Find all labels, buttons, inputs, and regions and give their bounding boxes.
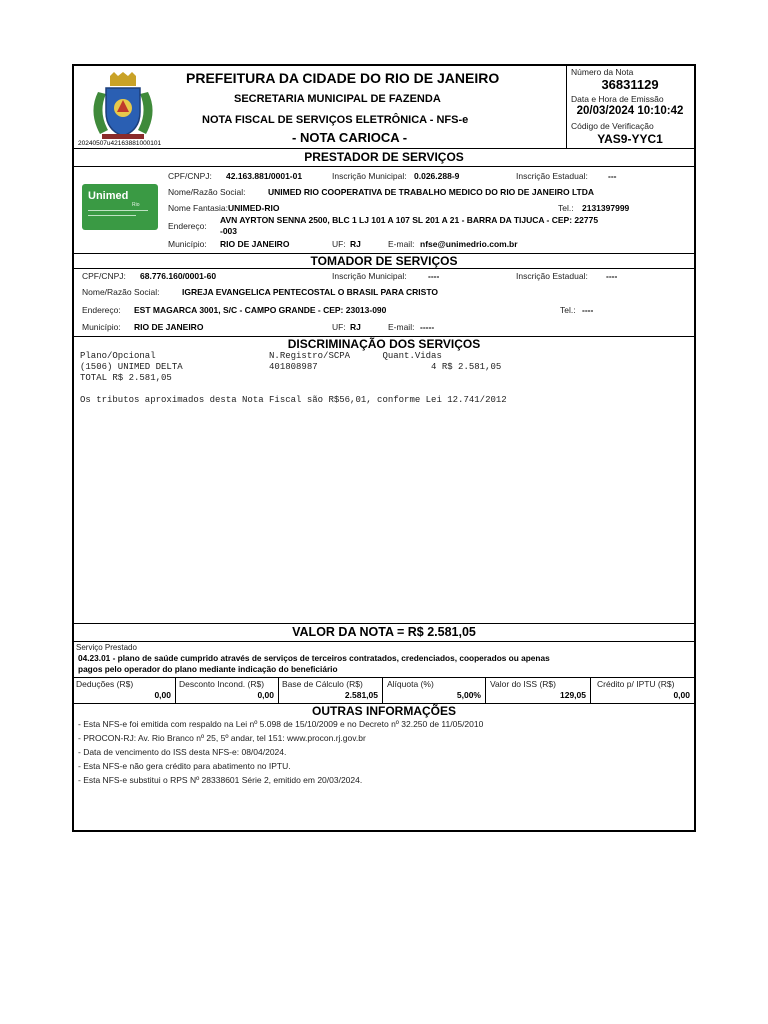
prestador-email-label: E-mail: — [388, 239, 415, 249]
prestador-nome-label: Nome/Razão Social: — [168, 187, 246, 197]
outras-item: - Esta NFS-e não gera crédito para abatimento no IPTU. — [78, 761, 291, 771]
prestador-uf-value: RJ — [350, 239, 361, 249]
codigo-verificacao-value: YAS9-YYC1 — [597, 132, 663, 146]
prestador-fantasia-value: UNIMED-RIO — [228, 203, 280, 213]
discriminacao-line: Plano/Opcional N.Registro/SCPA Quant.Vidas — [80, 351, 442, 361]
tomador-email-label: E-mail: — [388, 322, 415, 332]
numero-nota-label: Número da Nota — [571, 67, 634, 77]
data-emissao-label: Data e Hora de Emissão — [571, 94, 664, 104]
prestador-municipio-value: RIO DE JANEIRO — [220, 239, 290, 249]
servico-line1: 04.23.01 - plano de saúde cumprido através de serviços de terceiros contratados, credenciados, cooperados ou apenas — [78, 653, 550, 663]
header-nfse-title: NOTA FISCAL DE SERVIÇOS ELETRÔNICA - NFS-e — [202, 114, 469, 126]
codigo-verificacao-label: Código de Verificação — [571, 121, 654, 131]
tomador-ie-value: ---- — [606, 271, 618, 281]
valor-cell-base: Base de Cálculo (R$) 2.581,05 — [279, 677, 383, 703]
prestador-municipio-label: Município: — [168, 239, 207, 249]
tomador-tel-value: ---- — [582, 305, 594, 315]
prestador-fantasia-label: Nome Fantasia: — [168, 203, 228, 213]
prestador-cpf-label: CPF/CNPJ: — [168, 171, 212, 181]
prestador-endereco-line2: -003 — [220, 226, 238, 236]
tomador-municipio-value: RIO DE JANEIRO — [134, 322, 204, 332]
tomador-title: TOMADOR DE SERVIÇOS — [310, 254, 458, 268]
prestador-im-label: Inscrição Municipal: — [332, 171, 407, 181]
barcode-text: 20240507u42163881000101 — [78, 140, 162, 147]
tomador-nome-value: IGREJA EVANGELICA PENTECOSTAL O BRASIL PARA CRISTO — [182, 287, 438, 297]
header-secretaria: SECRETARIA MUNICIPAL DE FAZENDA — [234, 93, 441, 105]
valores-row — [74, 677, 694, 703]
tomador-cpf-label: CPF/CNPJ: — [82, 271, 126, 281]
tomador-nome-label: Nome/Razão Social: — [82, 287, 160, 297]
valor-nota: VALOR DA NOTA = R$ 2.581,05 — [292, 625, 476, 639]
prestador-endereco-label: Endereço: — [168, 221, 207, 231]
city-coat-of-arms — [84, 72, 162, 142]
prestador-tel-label: Tel.: — [558, 203, 574, 213]
servico-line2: pagos pelo operador do plano mediante indicação do beneficiário — [78, 664, 338, 674]
header-nota-carioca: - NOTA CARIOCA - — [292, 130, 408, 145]
header-title: PREFEITURA DA CIDADE DO RIO DE JANEIRO — [186, 70, 500, 86]
outras-item: - PROCON-RJ: Av. Rio Branco nº 25, 5º andar, tel 151: www.procon.rj.gov.br — [78, 733, 366, 743]
outras-item: - Data de vencimento do ISS desta NFS-e: 08/04/2024. — [78, 747, 287, 757]
prestador-title: PRESTADOR DE SERVIÇOS — [304, 150, 464, 164]
tomador-cpf-value: 68.776.160/0001-60 — [140, 271, 217, 281]
outras-title: OUTRAS INFORMAÇÕES — [312, 704, 456, 718]
discriminacao-line: TOTAL R$ 2.581,05 — [80, 373, 172, 383]
numero-nota-value: 36831129 — [601, 77, 659, 92]
prestador-tel-value: 2131397999 — [582, 203, 630, 213]
prestador-cpf-value: 42.163.881/0001-01 — [226, 171, 303, 181]
tomador-uf-label: UF: — [332, 322, 346, 332]
prestador-email-value: nfse@unimedrio.com.br — [420, 239, 518, 249]
nfse-document — [72, 64, 696, 832]
tomador-endereco-value: EST MAGARCA 3001, S/C - CAMPO GRANDE - CEP: 23013-090 — [134, 305, 387, 315]
tomador-ie-label: Inscrição Estadual: — [516, 271, 588, 281]
valor-cell-aliquota: Alíquota (%) 5,00% — [383, 677, 486, 703]
tomador-uf-value: RJ — [350, 322, 361, 332]
tomador-municipio-label: Município: — [82, 322, 121, 332]
valor-cell-iss: Valor do ISS (R$) 129,05 — [486, 677, 591, 703]
discriminacao-line: (1506) UNIMED DELTA 401808987 4 R$ 2.581,05 — [80, 362, 502, 372]
unimed-logo: Unimed Rio — [82, 184, 158, 230]
tomador-tel-label: Tel.: — [560, 305, 576, 315]
prestador-ie-label: Inscrição Estadual: — [516, 171, 588, 181]
discriminacao-line: Os tributos aproximados desta Nota Fiscal são R$56,01, conforme Lei 12.741/2012 — [80, 395, 507, 405]
valor-cell-credito-iptu: Crédito p/ IPTU (R$) 0,00 — [597, 679, 690, 700]
prestador-nome-value: UNIMED RIO COOPERATIVA DE TRABALHO MEDICO DO RIO DE JANEIRO LTDA — [268, 187, 594, 197]
outras-item: - Esta NFS-e foi emitida com respaldo na Lei nº 5.098 de 15/10/2009 e no Decreto nº 32.250 de 11/05/2010 — [78, 719, 484, 729]
discriminacao-line — [80, 384, 690, 395]
prestador-ie-value: --- — [608, 171, 617, 181]
tomador-email-value: ----- — [420, 322, 435, 332]
prestador-endereco-line1: AVN AYRTON SENNA 2500, BLC 1 LJ 101 A 107 SL 201 A 21 - BARRA DA TIJUCA - CEP: 22775 — [220, 215, 599, 225]
tomador-im-value: ---- — [428, 271, 440, 281]
discriminacao-title: DISCRIMINAÇÃO DOS SERVIÇOS — [287, 337, 481, 351]
tomador-endereco-label: Endereço: — [82, 305, 121, 315]
prestador-uf-label: UF: — [332, 239, 346, 249]
outras-item: - Esta NFS-e substitui o RPS Nº 28338601 Série 2, emitido em 20/03/2024. — [78, 775, 363, 785]
tomador-im-label: Inscrição Municipal: — [332, 271, 407, 281]
servico-label: Serviço Prestado — [76, 643, 137, 652]
discriminacao-body — [80, 351, 690, 406]
data-emissao-value: 20/03/2024 10:10:42 — [576, 105, 684, 117]
valor-cell-desconto: Desconto Incond. (R$) 0,00 — [176, 677, 279, 703]
prestador-im-value: 0.026.288-9 — [414, 171, 460, 181]
outras-list — [78, 719, 690, 789]
valor-cell-deducoes: Deduções (R$) 0,00 — [74, 677, 176, 703]
